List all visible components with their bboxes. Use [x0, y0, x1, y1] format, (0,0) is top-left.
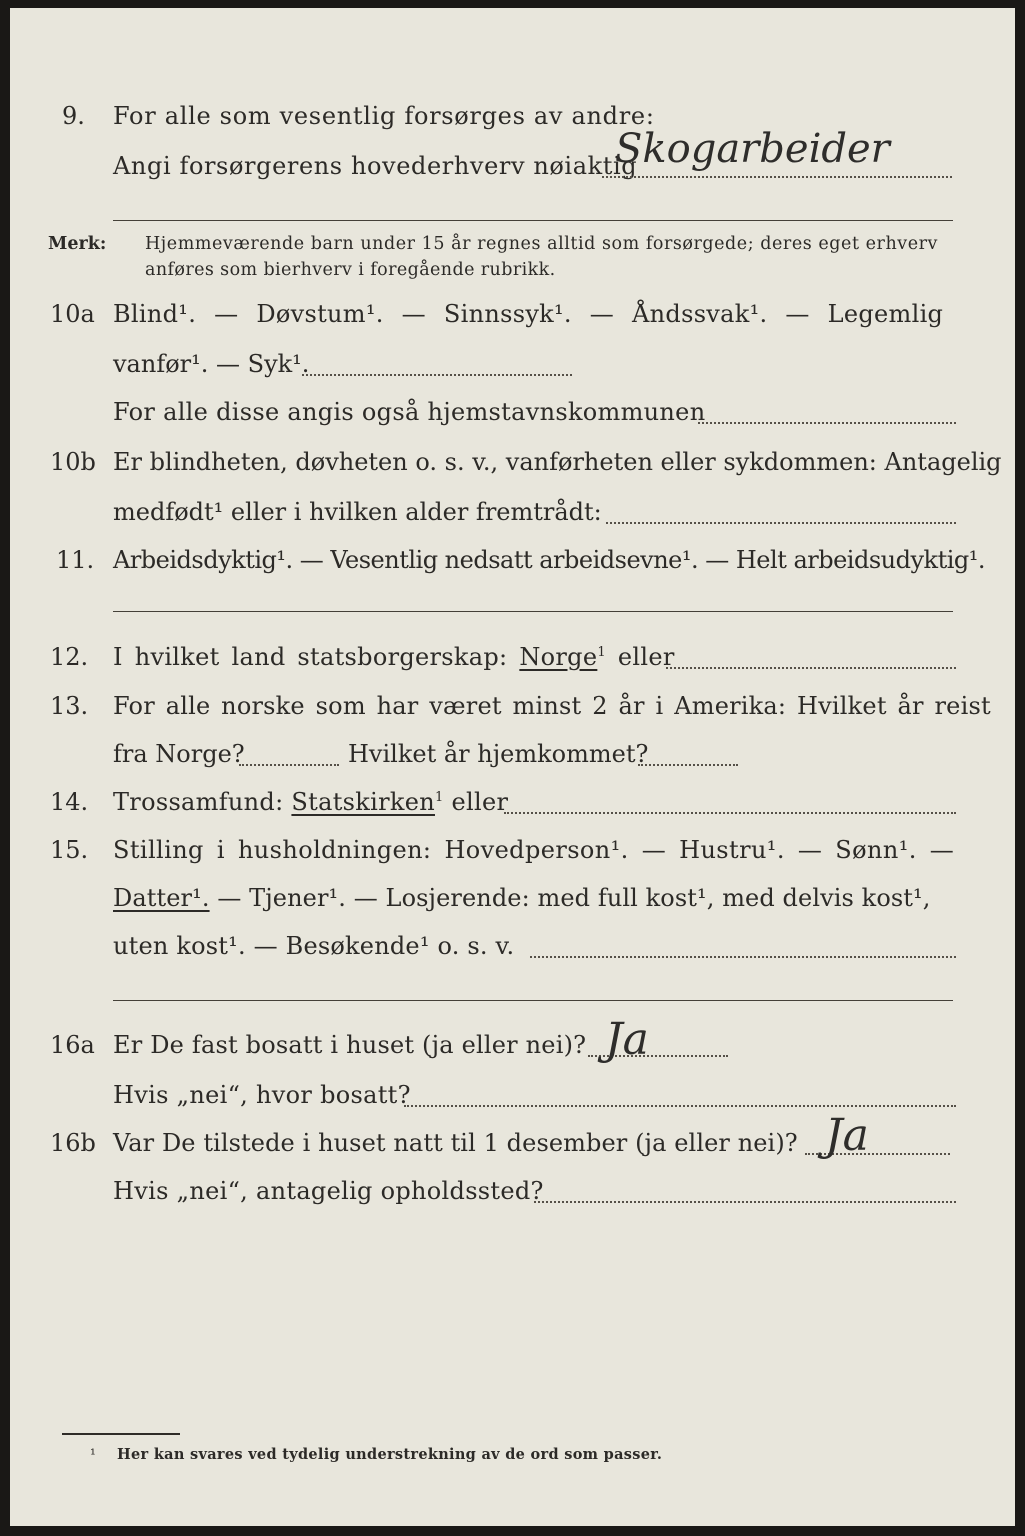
q16a-line2: Hvis „nei“, hvor bosatt? [113, 1081, 411, 1109]
q16b-opholdssted-line [534, 1201, 956, 1203]
q15-line2 [113, 884, 930, 912]
q12-line: I hvilket land statsborgerskap: Norge$^1$ eller [113, 643, 675, 671]
q10a-line2: vanfør¹. — Syk¹. [113, 350, 310, 378]
q13-number: 13. [50, 692, 89, 720]
q14-option-statskirken[interactable]: Statskirken [291, 788, 435, 816]
q9-answer-handwriting[interactable]: Skogarbeider [615, 126, 890, 172]
q12-number: 12. [50, 643, 89, 671]
q10a-number: 10a [50, 300, 95, 328]
q15-rule [113, 1000, 953, 1001]
q11-line1: Arbeidsdyktig¹. — Vesentlig nedsatt arbeidsevne¹. — Helt arbeidsudyktig¹. [113, 546, 986, 574]
q15-line1: Stilling i husholdningen: Hovedperson¹. — Hustru¹. — Sønn¹. — [113, 836, 955, 864]
q12-prefix: I hvilket land statsborgerskap: [113, 643, 508, 671]
q9-rule [113, 220, 953, 221]
q10a-hjemstavn-line [698, 422, 956, 424]
q14-answer-line [504, 812, 956, 814]
merk-line1: Hjemmeværende barn under 15 år regnes alltid som forsørgede; deres eget erhverv [145, 234, 938, 254]
q13-hjemkommet-line [638, 764, 738, 766]
q9-answer-line [602, 176, 952, 178]
q16a-bosatt-line [404, 1105, 956, 1107]
q12-suffix: eller [617, 643, 675, 671]
q16b-answer-handwriting[interactable]: Ja [825, 1110, 869, 1161]
q10b-answer-line [606, 522, 956, 524]
q12-answer-line [666, 667, 956, 669]
q15-answer-line [530, 956, 956, 958]
q9-number: 9. [62, 102, 85, 130]
q16b-line1: Var De tilstede i huset natt til 1 desember (ja eller nei)? [113, 1129, 798, 1157]
q10b-line2: medfødt¹ eller i hvilken alder fremtrådt: [113, 498, 602, 526]
footnote-mark: ¹ [90, 1447, 96, 1463]
q10a-line3: For alle disse angis også hjemstavnskommunen [113, 398, 706, 426]
q14-number: 14. [50, 788, 89, 816]
q14-line: Trossamfund: Statskirken$^1$ eller [113, 788, 509, 816]
q15-number: 15. [50, 836, 89, 864]
q13-line2b: Hvilket år hjemkommet? [348, 740, 649, 768]
q15-option-datter[interactable]: Datter¹. [113, 884, 210, 912]
q16b-line2: Hvis „nei“, antagelig opholdssted? [113, 1177, 544, 1205]
footnote-rule [62, 1433, 180, 1435]
q10b-number: 10b [50, 448, 96, 476]
q13-line2a: fra Norge? [113, 740, 245, 768]
q15-line3: uten kost¹. — Besøkende¹ o. s. v. [113, 932, 515, 960]
merk-line2: anføres som bierhverv i foregående rubrikk. [145, 260, 556, 280]
footnote-text: Her kan svares ved tydelig understrekning av de ord som passer. [117, 1446, 663, 1463]
merk-label: Merk: [48, 234, 107, 254]
q9-line1: For alle som vesentlig forsørges av andre: [113, 102, 655, 130]
q13-line1: For alle norske som har været minst 2 år i Amerika: Hvilket år reist [113, 692, 991, 720]
census-form-page [10, 8, 1015, 1526]
q12-option-norge[interactable]: Norge [519, 643, 598, 671]
q10a-line1: Blind¹. — Døvstum¹. — Sinnssyk¹. — Åndssvak¹. — Legemlig [113, 300, 944, 328]
q14-prefix: Trossamfund: [113, 788, 284, 816]
q13-reist-line [239, 764, 339, 766]
q16a-line1: Er De fast bosatt i huset (ja eller nei)? [113, 1031, 587, 1059]
q14-suffix: eller [451, 788, 509, 816]
q9-line2: Angi forsørgerens hovederhverv nøiaktig [113, 152, 638, 180]
q16a-number: 16a [50, 1031, 95, 1059]
q16b-number: 16b [50, 1129, 96, 1157]
q10b-line1: Er blindheten, døvheten o. s. v., vanførheten eller sykdommen: Antagelig [113, 448, 1002, 476]
q15-line2-rest: — Tjener¹. — Losjerende: med full kost¹, med delvis kost¹, [217, 884, 931, 912]
q11-rule [113, 611, 953, 612]
q10a-answer-line [302, 374, 572, 376]
q16a-answer-handwriting[interactable]: Ja [605, 1014, 649, 1065]
q11-number: 11. [56, 546, 95, 574]
